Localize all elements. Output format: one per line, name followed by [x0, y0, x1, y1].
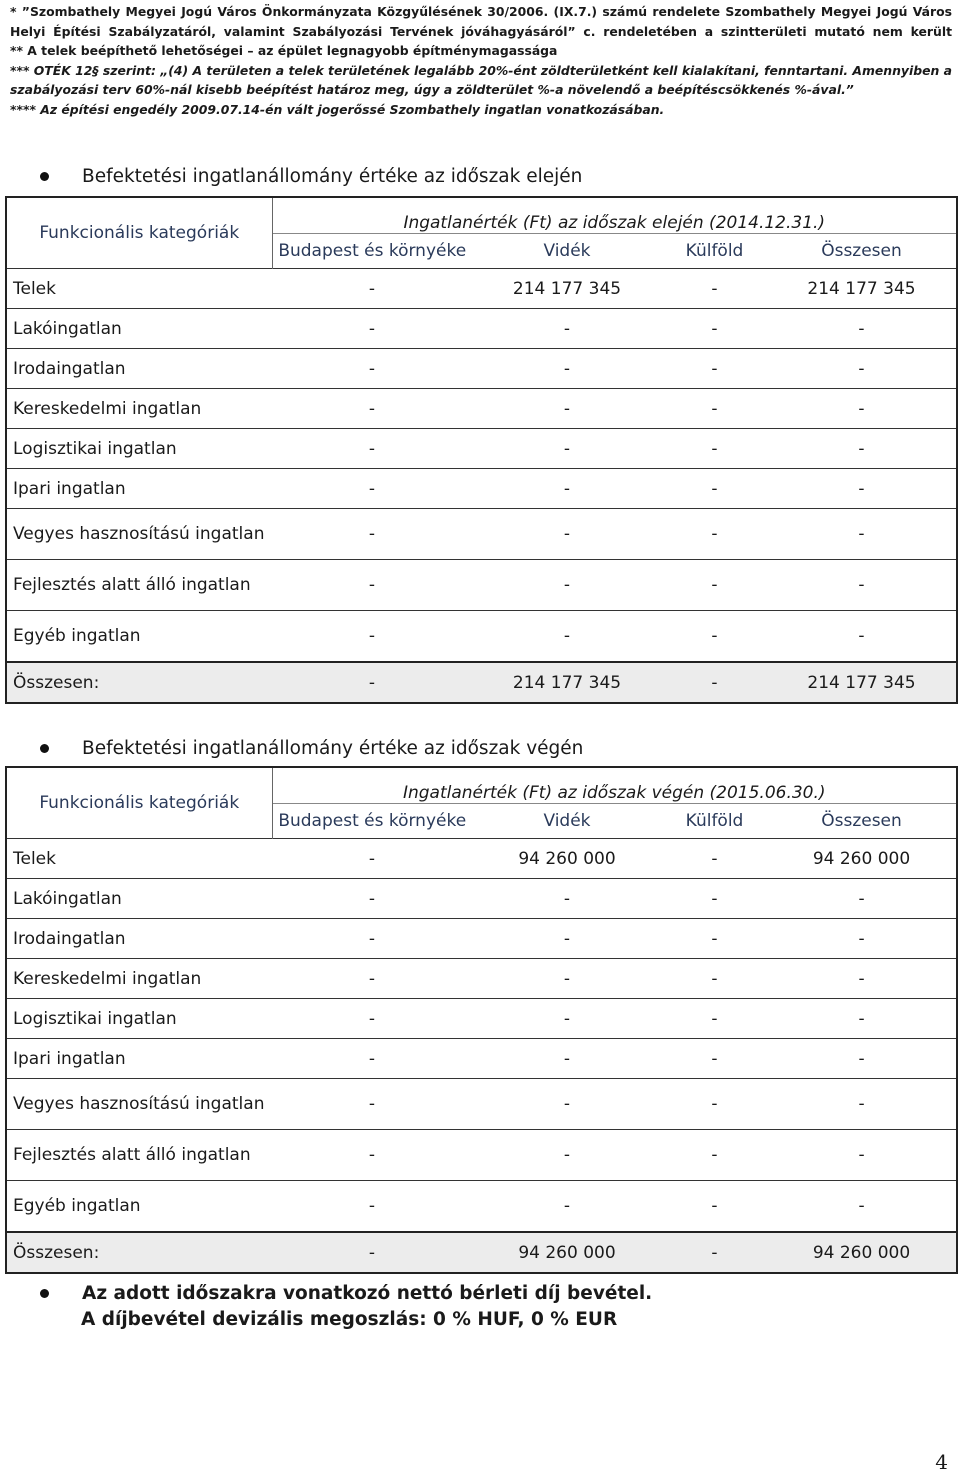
col-header-videk: Vidék	[472, 804, 662, 839]
total-label: Összesen:	[6, 1232, 272, 1273]
table-row	[6, 389, 957, 429]
col-header-budapest: Budapest és környéke	[272, 234, 472, 269]
value-cell: 94 260 000	[767, 839, 957, 879]
table-start-of-period	[5, 196, 958, 704]
value-cell: -	[272, 662, 472, 703]
value-cell: -	[767, 1039, 957, 1079]
value-cell: -	[472, 309, 662, 349]
table-total-row	[6, 1232, 957, 1273]
col-header-kulfold: Külföld	[662, 804, 767, 839]
col-header-kulfold: Külföld	[662, 234, 767, 269]
value-cell: -	[662, 1079, 767, 1130]
table-row	[6, 509, 957, 560]
value-cell: 214 177 345	[472, 662, 662, 703]
value-cell: -	[662, 509, 767, 560]
table-row	[6, 999, 957, 1039]
value-cell: -	[472, 1130, 662, 1181]
value-cell: -	[767, 1079, 957, 1130]
value-cell: -	[662, 560, 767, 611]
value-cell: -	[662, 1232, 767, 1273]
table-row	[6, 839, 957, 879]
value-cell: -	[472, 959, 662, 999]
table-row	[6, 349, 957, 389]
value-cell: -	[272, 429, 472, 469]
category-label: Vegyes hasznosítású ingatlan	[6, 1079, 272, 1130]
total-label: Összesen:	[6, 662, 272, 703]
bullet-icon	[40, 744, 49, 753]
value-cell: 214 177 345	[767, 662, 957, 703]
category-label: Lakóingatlan	[6, 309, 272, 349]
col-header-osszesen: Összesen	[767, 234, 957, 269]
value-cell: 94 260 000	[472, 1232, 662, 1273]
category-label: Lakóingatlan	[6, 879, 272, 919]
value-cell: -	[272, 1232, 472, 1273]
value-cell: -	[662, 349, 767, 389]
value-cell: -	[767, 1130, 957, 1181]
value-cell: -	[472, 509, 662, 560]
value-cell: -	[662, 999, 767, 1039]
category-label: Ipari ingatlan	[6, 469, 272, 509]
value-cell: -	[272, 469, 472, 509]
table-row	[6, 919, 957, 959]
value-cell: -	[472, 1079, 662, 1130]
value-cell: -	[662, 662, 767, 703]
value-cell: -	[662, 469, 767, 509]
category-label: Kereskedelmi ingatlan	[6, 389, 272, 429]
value-cell: 214 177 345	[472, 269, 662, 309]
value-cell: -	[472, 469, 662, 509]
value-cell: -	[472, 879, 662, 919]
category-label: Egyéb ingatlan	[6, 611, 272, 663]
value-cell: -	[662, 1130, 767, 1181]
value-cell: -	[662, 959, 767, 999]
value-cell: -	[472, 1039, 662, 1079]
value-cell: -	[272, 959, 472, 999]
value-cell: -	[767, 349, 957, 389]
table-row	[6, 879, 957, 919]
value-cell: -	[767, 999, 957, 1039]
category-label: Kereskedelmi ingatlan	[6, 959, 272, 999]
value-cell: -	[272, 919, 472, 959]
category-header: Funkcionális kategóriák	[6, 197, 272, 269]
value-cell: -	[472, 999, 662, 1039]
value-cell: 214 177 345	[767, 269, 957, 309]
value-cell: -	[272, 839, 472, 879]
value-cell: -	[472, 429, 662, 469]
value-cell: 94 260 000	[767, 1232, 957, 1273]
value-cell: -	[272, 1039, 472, 1079]
value-cell: -	[767, 309, 957, 349]
value-cell: -	[272, 389, 472, 429]
value-cell: -	[662, 919, 767, 959]
footnote-2: ** A telek beépíthető lehetőségei – az épület legnagyobb építménymagassága	[10, 43, 558, 58]
value-cell: -	[662, 839, 767, 879]
value-cell: -	[272, 1079, 472, 1130]
value-cell: -	[272, 1181, 472, 1233]
footnote-3: *** OTÉK 12§ szerint: „(4) A területen a telek területének legalább 20%-ént zöldterületként kell kialakítani, fenntartani. Amennyiben a szabályozási terv 60%-nál kisebb beépítést határoz meg, úgy a zöldterület %-a növelendő a beépítéscsökkenés %-ával.”	[10, 62, 952, 97]
value-cell: -	[767, 959, 957, 999]
value-cell: -	[472, 1181, 662, 1233]
value-cell: -	[272, 560, 472, 611]
rental-income-text: Az adott időszakra vonatkozó nettó bérleti díj bevétel.	[82, 1283, 653, 1304]
category-label: Vegyes hasznosítású ingatlan	[6, 509, 272, 560]
value-cell: -	[272, 999, 472, 1039]
footnote-1: * ”Szombathely Megyei Jogú Város Önkormányzata Közgyűlésének 30/2006. (IX.7.) számú rendelete Szombathely Megyei Jogú Város Helyi Építési Szabályzatáról, valamint Szabályozási Tervének jóváhagyásáról” c. rendeletében a szintterületi mutató nem került	[10, 4, 952, 39]
section1-heading-text: Befektetési ingatlanállomány értéke az időszak elején	[82, 166, 583, 187]
col-header-videk: Vidék	[472, 234, 662, 269]
value-cell: -	[472, 349, 662, 389]
table-row	[6, 429, 957, 469]
value-cell: -	[662, 1181, 767, 1233]
category-label: Egyéb ingatlan	[6, 1181, 272, 1233]
table-row	[6, 959, 957, 999]
value-cell: -	[767, 879, 957, 919]
value-cell: -	[767, 560, 957, 611]
bullet-icon	[40, 1289, 49, 1298]
value-cell: -	[767, 1181, 957, 1233]
value-cell: -	[662, 611, 767, 663]
section2-heading-text: Befektetési ingatlanállomány értéke az időszak végén	[82, 738, 584, 759]
value-cell: -	[472, 560, 662, 611]
value-cell: -	[472, 389, 662, 429]
category-label: Irodaingatlan	[6, 919, 272, 959]
page-number: 4	[935, 1450, 948, 1474]
value-header: Ingatlanérték (Ft) az időszak végén (2015.06.30.)	[272, 767, 957, 804]
value-cell: -	[662, 269, 767, 309]
value-cell: -	[662, 309, 767, 349]
value-cell: -	[272, 879, 472, 919]
category-label: Irodaingatlan	[6, 349, 272, 389]
value-cell: -	[767, 429, 957, 469]
value-cell: -	[662, 879, 767, 919]
footnote-4: **** Az építési engedély 2009.07.14-én vált jogerőssé Szombathely ingatlan vonatkozásában.	[10, 101, 665, 117]
value-cell: -	[272, 611, 472, 663]
table-end-of-period	[5, 766, 958, 1274]
category-label: Logisztikai ingatlan	[6, 999, 272, 1039]
col-header-budapest: Budapest és környéke	[272, 804, 472, 839]
value-cell: 94 260 000	[472, 839, 662, 879]
value-cell: -	[272, 349, 472, 389]
value-cell: -	[272, 509, 472, 560]
category-label: Ipari ingatlan	[6, 1039, 272, 1079]
value-cell: -	[272, 269, 472, 309]
table-row	[6, 309, 957, 349]
value-cell: -	[472, 919, 662, 959]
category-label: Fejlesztés alatt álló ingatlan	[6, 560, 272, 611]
table-row	[6, 1181, 957, 1233]
table-row	[6, 611, 957, 663]
table-total-row	[6, 662, 957, 703]
category-label: Telek	[6, 269, 272, 309]
value-cell: -	[662, 389, 767, 429]
table-row	[6, 1039, 957, 1079]
table-row	[6, 560, 957, 611]
value-cell: -	[767, 919, 957, 959]
currency-breakdown: A díjbevétel devizális megoszlás: 0 % HUF, 0 % EUR	[81, 1309, 618, 1330]
footnotes	[10, 2, 952, 119]
table-row	[6, 1079, 957, 1130]
value-cell: -	[472, 611, 662, 663]
table-row	[6, 269, 957, 309]
value-cell: -	[272, 309, 472, 349]
value-cell: -	[272, 1130, 472, 1181]
col-header-osszesen: Összesen	[767, 804, 957, 839]
value-cell: -	[767, 611, 957, 663]
value-cell: -	[662, 1039, 767, 1079]
bullet-icon	[40, 172, 49, 181]
value-cell: -	[767, 509, 957, 560]
category-label: Logisztikai ingatlan	[6, 429, 272, 469]
table-row	[6, 469, 957, 509]
value-cell: -	[662, 429, 767, 469]
category-label: Telek	[6, 839, 272, 879]
value-cell: -	[767, 389, 957, 429]
category-label: Fejlesztés alatt álló ingatlan	[6, 1130, 272, 1181]
value-header: Ingatlanérték (Ft) az időszak elején (2014.12.31.)	[272, 197, 957, 234]
table-row	[6, 1130, 957, 1181]
category-header: Funkcionális kategóriák	[6, 767, 272, 839]
value-cell: -	[767, 469, 957, 509]
